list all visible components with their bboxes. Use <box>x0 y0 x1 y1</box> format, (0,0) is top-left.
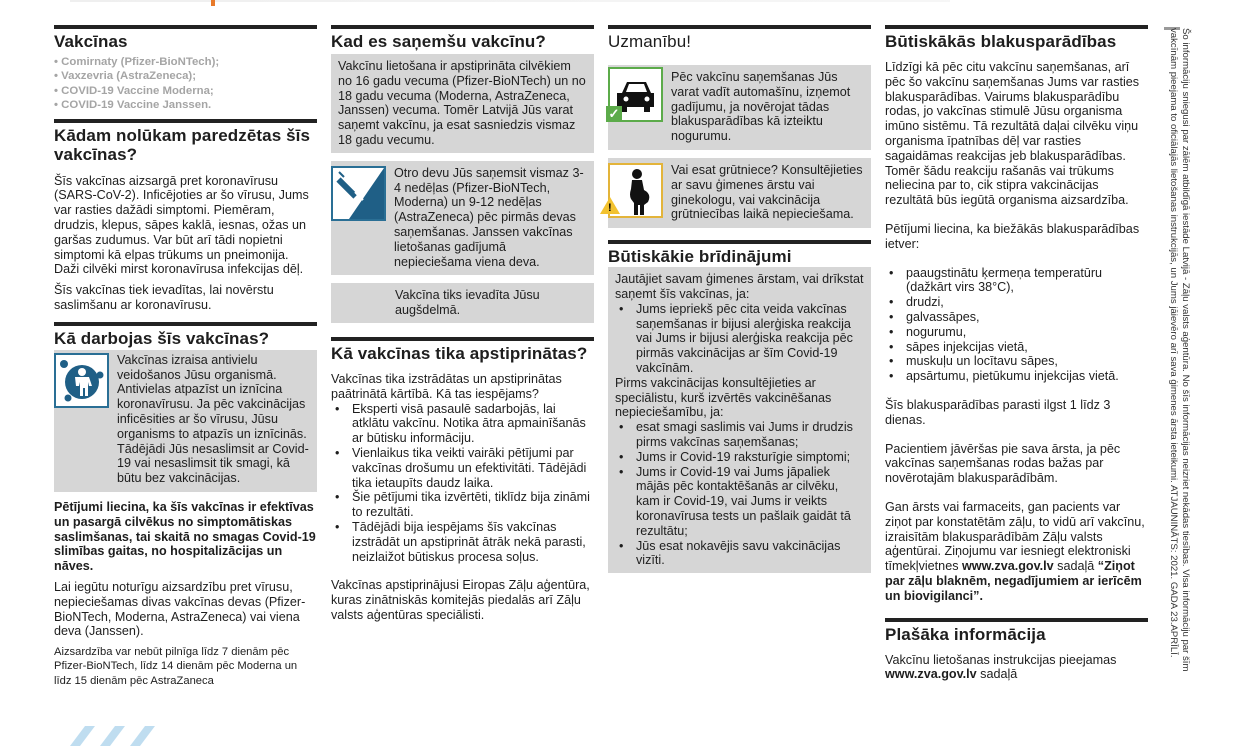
warning-bullet: • esat smagi saslimis vai Jums ir drudzis pirms vakcīnas saņemšanas; <box>615 420 864 450</box>
section-title-purpose: Kādam nolūkam paredzētas šīs vakcīnas? <box>54 125 311 164</box>
section-more-info <box>885 618 1148 683</box>
driving-info-box <box>608 65 871 150</box>
column-4 <box>885 25 1148 688</box>
second-dose-text: Otro devu Jūs saņemsit vismaz 3-4 nedēļas (Pfizer-BioNTech, Moderna) un 9-12 nedēļas (AstraZeneca) pēc pirmās devas saņemšanas. Janssen vakcīnas lietošanas gadījumā nepieciešama viena deva. <box>394 165 584 269</box>
warning-bullet: • Jums ir Covid-19 vai Jums jāpaliek mājās pēc kontaktēšanās ar cilvēku, kam ir Covid-19, vai Jums ir veikts koronavīrusa tests un pašlaik gaidāt tā rezultātu; <box>615 465 864 539</box>
section-divider <box>331 25 594 29</box>
side-effect-item: • muskuļu un locītavu sāpes, <box>885 354 1148 369</box>
section-title-vaccines: Vakcīnas <box>54 32 128 51</box>
vertical-disclaimer <box>1161 28 1191 728</box>
side-effect-item: • drudzi, <box>885 295 1148 310</box>
purpose-paragraph: Šīs vakcīnas tiek ievadītas, lai novērstu saslimšanu ar koronavīrusu. <box>54 283 274 312</box>
side-effect-item: • paaugstinātu ķermeņa temperatūru (dažkārt virs 38°C), <box>885 266 1148 296</box>
side-effect-item: • galvassāpes, <box>885 310 1148 325</box>
orange-accent-bar <box>211 0 215 6</box>
section-title-how: Kā darbojas šīs vakcīnas? <box>54 328 270 348</box>
reporting-section-name: “Ziņot par zāļu blaknēm, negadījumiem ar ierīcēm un biovigilanci”. <box>885 559 1142 603</box>
section-divider <box>331 337 594 341</box>
vaccine-item: • COVID-19 Vaccine Moderna; <box>54 84 317 98</box>
warnings-intro: Jautājiet savam ģimenes ārstam, vai drīkstat saņemt šīs vakcīnas, ja: <box>615 272 864 301</box>
side-effect-item: • nogurumu, <box>885 325 1148 340</box>
side-effect-item: • apsārtumu, pietūkumu injekcijas vietā. <box>885 369 1148 384</box>
section-divider <box>608 25 871 29</box>
pregnant-woman-icon <box>608 163 663 218</box>
side-effects-paragraph: Līdzīgi kā pēc citu vakcīnu saņemšanas, arī pēc šo vakcīnu saņemšanas Jums var rasties blakusparādības. Vairums blakusparādību rodas, jo vakcīnas stimulē Jūsu organisma imūno sistēmu. Tā rezultātā daļai cilvēku viņu organisma īpatnības dēļ var rasties sagaidāmas reakcijas jeb blakusparādības. Tomēr šādu reakciju rašanās vai trūkums neliecina par to, cik stipra vakcinācijas rezultātā būs iegūtā organisma aizsardzība. <box>885 60 1140 208</box>
immune-body-icon <box>54 353 109 408</box>
approval-bullet: • Vienlaikus tika veikti vairāki pētījumi par vakcīnas drošumu un efektivitāti. Tādējādi tika ietaupīts daudz laika. <box>331 446 594 490</box>
section-purpose <box>54 119 317 313</box>
pregnancy-info-box <box>608 158 871 228</box>
warning-bullet: • Jums iepriekš pēc cita veida vakcīnas saņemšanas ir bijusi alerģiska reakcija vai Jums ir bijusi alerģiska reakcija pēc pirmās vakcinācijas ar šīm Covid-19 vakcīnām. <box>615 302 864 376</box>
injection-site-text: Vakcīna tiks ievadīta Jūsu augšdelmā. <box>395 288 540 318</box>
top-header-strip <box>0 0 1236 22</box>
warnings-box <box>608 267 871 573</box>
approval-intro: Vakcīnas tika izstrādātas un apstiprinātas paātrinātā kārtībā. Kā tas iespējams? <box>331 371 562 401</box>
allergy-bullets <box>615 302 864 376</box>
section-title-attention: Uzmanību! <box>608 32 692 51</box>
dose-paragraph: Lai iegūtu noturīgu aizsardzību pret vīrusu, nepieciešamas divas vakcīnas devas (Pfizer-BioNTech, Moderna, AstraZeneca) vai viena deva (Janssen). <box>54 579 306 639</box>
section-title-side-effects: Būtiskākās blakusparādības <box>885 32 1117 51</box>
column-1 <box>54 25 317 694</box>
how-box-text: Vakcīnas izraisa antivielu veidošanos Jūsu organismā. Antivielas atpazīst un iznīcina koronavīrusu. Ja pēc vakcinācijas inficēsities ar šo vīrusu, Jūsu organisms to atpazīs un iznīcinās. Tādējādi Jūs nesaslimsit ar Covid-19 vai nesaslimsit tik smagi, kā būtu bez vakcinācijas. <box>117 352 309 486</box>
injection-site-box <box>331 283 594 323</box>
warning-exclaim: ! <box>608 201 612 214</box>
warnings-mid: Pirms vakcinācijas konsultējieties ar speciālistu, kurš izvērtēs vakcinēšanas nepieciešamību, ja: <box>615 375 832 420</box>
section-how-it-works <box>54 322 317 688</box>
more-info-paragraph <box>885 653 1148 683</box>
syringe-icon <box>331 166 386 221</box>
section-divider <box>54 322 317 326</box>
header-faded-text <box>70 0 950 2</box>
consult-bullets <box>615 420 864 568</box>
column-2 <box>331 25 594 629</box>
driving-text: Pēc vakcīnu saņemšanas Jūs varat vadīt automašīnu, izņemot gadījumu, ja novērojat tādas blakusparādības kā izteiktu nogurumu. <box>671 70 851 144</box>
vaccine-item: • Vaxzevria (AstraZeneca); <box>54 69 317 83</box>
section-vaccines <box>54 25 317 113</box>
side-effect-item: • sāpes injekcijas vietā, <box>885 340 1148 355</box>
second-dose-box <box>331 161 594 276</box>
protection-note: Aizsardzība var nebūt pilnīga līdz 7 dienām pēc Pfizer-BioNTech, līdz 14 dienām pēc Moderna un līdz 15 dienām pēc AstraZaneca <box>54 646 298 687</box>
side-effects-list <box>885 266 1148 384</box>
reporting-text: Gan ārsts vai farmaceits, gan pacients var ziņot par konstatētām zāļu, to vidū arī vakcīnu, izraisītām blakusparādībām Zāļu valsts aģentūrai. Ziņojumu var iesniegt elektroniski tīmekļvietnes <box>885 499 1145 574</box>
age-info-text: Vakcīnu lietošana ir apstiprināta cilvēkiem no 16 gadu vecuma (Pfizer-BioNTech) un no 18 gadu vecuma (Moderna, AstraZeneca, Janssen) vecuma. Tomēr Latvijā Jūs varat saņemt vakcīnu, ja esat sasniedzis vismaz 18 gadu vecumu. <box>338 59 586 147</box>
section-divider <box>608 240 871 244</box>
reporting-paragraph <box>885 500 1148 604</box>
warning-bullet: • Jūs esat nokavējis savu vakcinācijas vizīti. <box>615 539 864 569</box>
efficacy-statement: Pētījumi liecina, ka šīs vakcīnas ir efektīvas un pasargā cilvēkus no simptomātiskas saslimšanas, tai skaitā no smagas Covid-19 slimības gaitas, no hospitalizācijas un nāves. <box>54 499 316 574</box>
section-side-effects <box>885 25 1148 604</box>
column-3 <box>608 25 871 581</box>
side-effects-paragraph: Pētījumi liecina, ka biežākās blakusparādības ietver: <box>885 221 1140 251</box>
age-info-box <box>331 54 594 153</box>
more-info-text: Vakcīnu lietošanas instrukcijas pieejamas <box>885 652 1117 667</box>
section-title-warnings: Būtiskākie brīdinājumi <box>608 247 792 267</box>
vaccine-list <box>54 55 317 113</box>
ema-paragraph: Vakcīnas apstiprinājusi Eiropas Zāļu aģentūra, kuras zinātniskās komitejās piedalās arī Zāļu valsts aģentūras speciālisti. <box>331 578 590 622</box>
zva-link[interactable]: www.zva.gov.lv <box>885 667 977 682</box>
purpose-paragraph: Šīs vakcīnas aizsargā pret koronavīrusu (SARS-CoV-2). Inficējoties ar šo vīrusu, Jums var rasties dažādi simptomi. Piemēram, drudzis, klepus, sāpes kaklā, iesnas, ožas un garšas zudumus. Var būt arī tādi nopietni simptomi kā elpas trūkums un pneimonija. Daži cilvēki mirst koronavīrusa infekcijas dēļ. <box>54 173 309 277</box>
approval-bullet: • Šie pētījumi tika izvērtēti, tiklīdz bija zināmi to rezultāti. <box>331 490 594 520</box>
vaccine-item: • COVID-19 Vaccine Janssen. <box>54 98 317 112</box>
section-divider <box>885 618 1148 622</box>
car-icon <box>608 67 663 122</box>
approval-bullet: • Eksperti visā pasaulē sadarbojās, lai atklātu vakcīnu. Notika ātra apmainīšanās ar būtisku informāciju. <box>331 402 594 446</box>
side-effects-contact-doctor: Pacientiem jāvēršas pie sava ārsta, ja pēc vakcīnas saņemšanas rodas bažas par novērotajām blakusparādībām. <box>885 441 1121 486</box>
section-title-approved: Kā vakcīnas tika apstiprinātas? <box>331 343 588 363</box>
zva-link[interactable]: www.zva.gov.lv <box>962 559 1054 574</box>
side-effects-duration: Šīs blakusparādības parasti ilgst 1 līdz 3 dienas. <box>885 397 1111 427</box>
section-divider <box>54 119 317 123</box>
section-title-when: Kad es saņemšu vakcīnu? <box>331 32 546 51</box>
pregnancy-text: Vai esat grūtniece? Konsultējieties ar savu ģimenes ārstu vai ginekologu, vai vakcinācija grūtniecības laikā nepieciešama. <box>671 162 863 222</box>
warning-bullet: • Jums ir Covid-19 raksturīgie simptomi; <box>615 450 864 465</box>
blue-watermark-logo <box>70 726 220 746</box>
section-attention <box>608 25 871 228</box>
section-when <box>331 25 594 323</box>
vaccine-item: • Comirnaty (Pfizer-BioNTech); <box>54 55 317 69</box>
reporting-text: sadaļā <box>1053 559 1098 574</box>
approval-bullet: • Tādējādi bija iespējams šīs vakcīnas izstrādāt un apstiprināt ātrāk nekā parasti, neizlaižot būtiskus procesa soļus. <box>331 520 594 564</box>
section-title-more-info: Plašāka informācija <box>885 624 1046 644</box>
checkmark-icon: ✓ <box>606 106 622 122</box>
section-warnings <box>608 240 871 573</box>
section-approved <box>331 337 594 623</box>
disclaimer-line-2: vakcīnām pieejama to oficiālajās lietošanas instrukcijās, un Jums jāievēro arī sava ģimenes ārsta ieteikumi. ATJAUNINĀTS: 2021. GADA 23.APRĪLĪ. <box>1168 28 1179 658</box>
approval-bullets <box>331 402 594 565</box>
how-info-box <box>54 350 317 492</box>
disclaimer-line-1: Šo informāciju sniegusi par zālēm atbildīgā iestāde Latvijā - Zāļu valsts aģentūra. No šīs informācijas neizriet nekādas tiesības. Visa informāciju par šīm <box>1180 28 1191 672</box>
section-divider <box>54 25 317 29</box>
more-info-text: sadaļā <box>976 667 1018 682</box>
section-divider <box>885 25 1148 29</box>
